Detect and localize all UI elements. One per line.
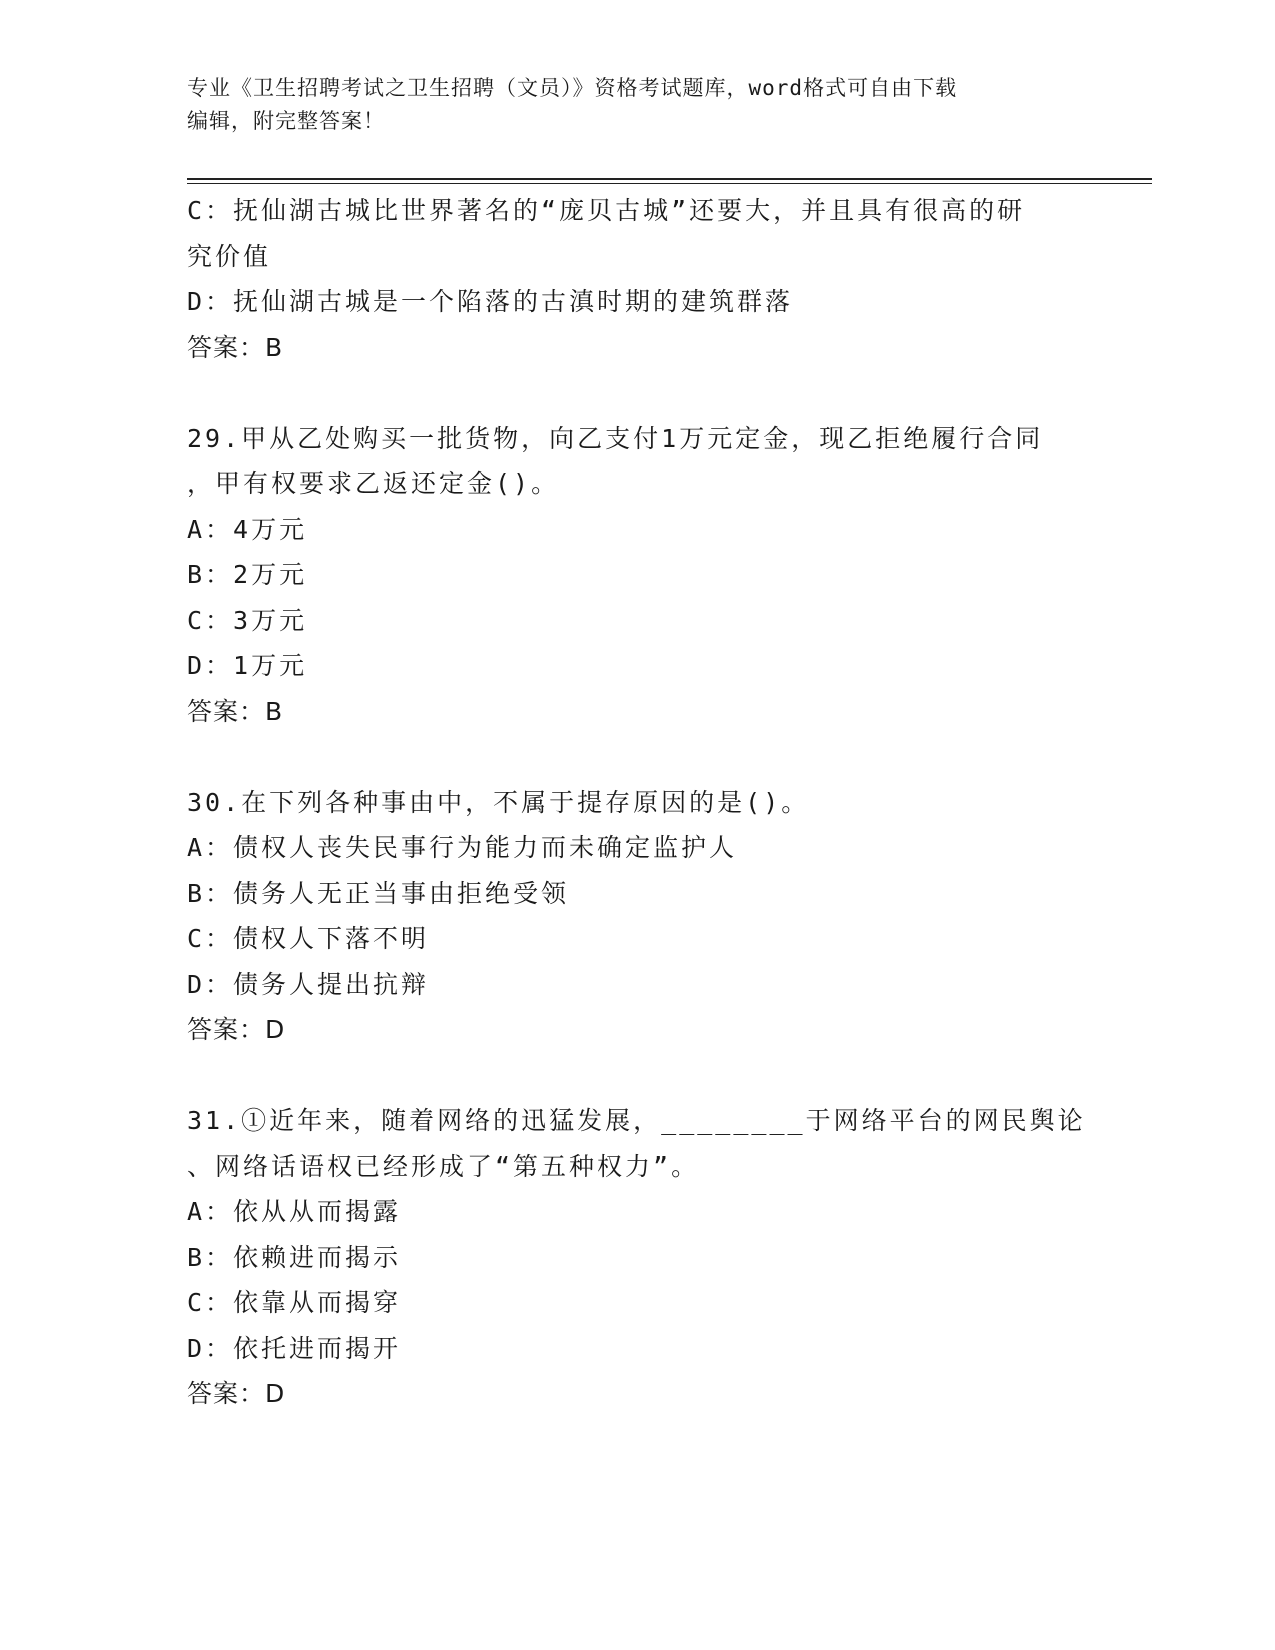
q30-option-d: D：债务人提出抗辩 bbox=[187, 969, 430, 999]
header-divider-thick bbox=[187, 178, 1152, 180]
spacer bbox=[187, 734, 1087, 780]
header-divider-thin bbox=[187, 183, 1152, 184]
q31-answer: 答案：D bbox=[187, 1379, 286, 1408]
q31-stem-line-1: 31.①近年来，随着网络的迅猛发展，________于网络平台的网民舆论 bbox=[187, 1106, 1086, 1135]
q28-answer: 答案：B bbox=[187, 332, 284, 362]
q31-option-b: B：依赖进而揭示 bbox=[187, 1242, 402, 1272]
header-line-1: 专业《卫生招聘考试之卫生招聘（文员）》资格考试题库，word格式可自由下载 bbox=[187, 76, 958, 100]
q30-stem: 30.在下列各种事由中，不属于提存原因的是()。 bbox=[187, 787, 810, 817]
header-line-2: 编辑，附完整答案！ bbox=[187, 109, 385, 133]
document-header bbox=[187, 72, 1077, 138]
q30-option-c: C：债权人下落不明 bbox=[187, 924, 430, 953]
question-30 bbox=[187, 780, 1087, 1053]
question-29 bbox=[187, 416, 1087, 735]
q31-option-a: A：依从从而揭露 bbox=[187, 1197, 402, 1226]
q29-stem-line-1: 29.甲从乙处购买一批货物，向乙支付1万元定金，现乙拒绝履行合同 bbox=[187, 423, 1044, 453]
spacer bbox=[187, 370, 1087, 416]
q30-answer: 答案：D bbox=[187, 1015, 286, 1044]
q29-stem-line-2: ，甲有权要求乙返还定金()。 bbox=[187, 469, 560, 498]
q31-option-c: C：依靠从而揭穿 bbox=[187, 1288, 402, 1317]
q30-option-b: B：债务人无正当事由拒绝受领 bbox=[187, 878, 570, 908]
q29-option-b: B：2万元 bbox=[187, 560, 308, 589]
q29-option-c: C：3万元 bbox=[187, 605, 308, 635]
q28-option-c-line-1: C：抚仙湖古城比世界著名的“庞贝古城”还要大，并且具有很高的研 bbox=[187, 196, 1026, 225]
q29-option-a: A：4万元 bbox=[187, 514, 308, 544]
q28-option-c-line-2: 究价值 bbox=[187, 241, 272, 271]
question-28-tail bbox=[187, 188, 1087, 370]
spacer bbox=[187, 1053, 1087, 1099]
q31-option-d: D：依托进而揭开 bbox=[187, 1333, 402, 1363]
q29-answer: 答案：B bbox=[187, 696, 284, 726]
question-31 bbox=[187, 1098, 1087, 1417]
question-content bbox=[187, 188, 1087, 1417]
q31-stem-line-2: 、网络话语权已经形成了“第五种权力”。 bbox=[187, 1151, 700, 1181]
q29-option-d: D：1万元 bbox=[187, 651, 308, 680]
q28-option-d: D：抚仙湖古城是一个陷落的古滇时期的建筑群落 bbox=[187, 287, 794, 316]
q30-option-a: A：债权人丧失民事行为能力而未确定监护人 bbox=[187, 833, 738, 862]
